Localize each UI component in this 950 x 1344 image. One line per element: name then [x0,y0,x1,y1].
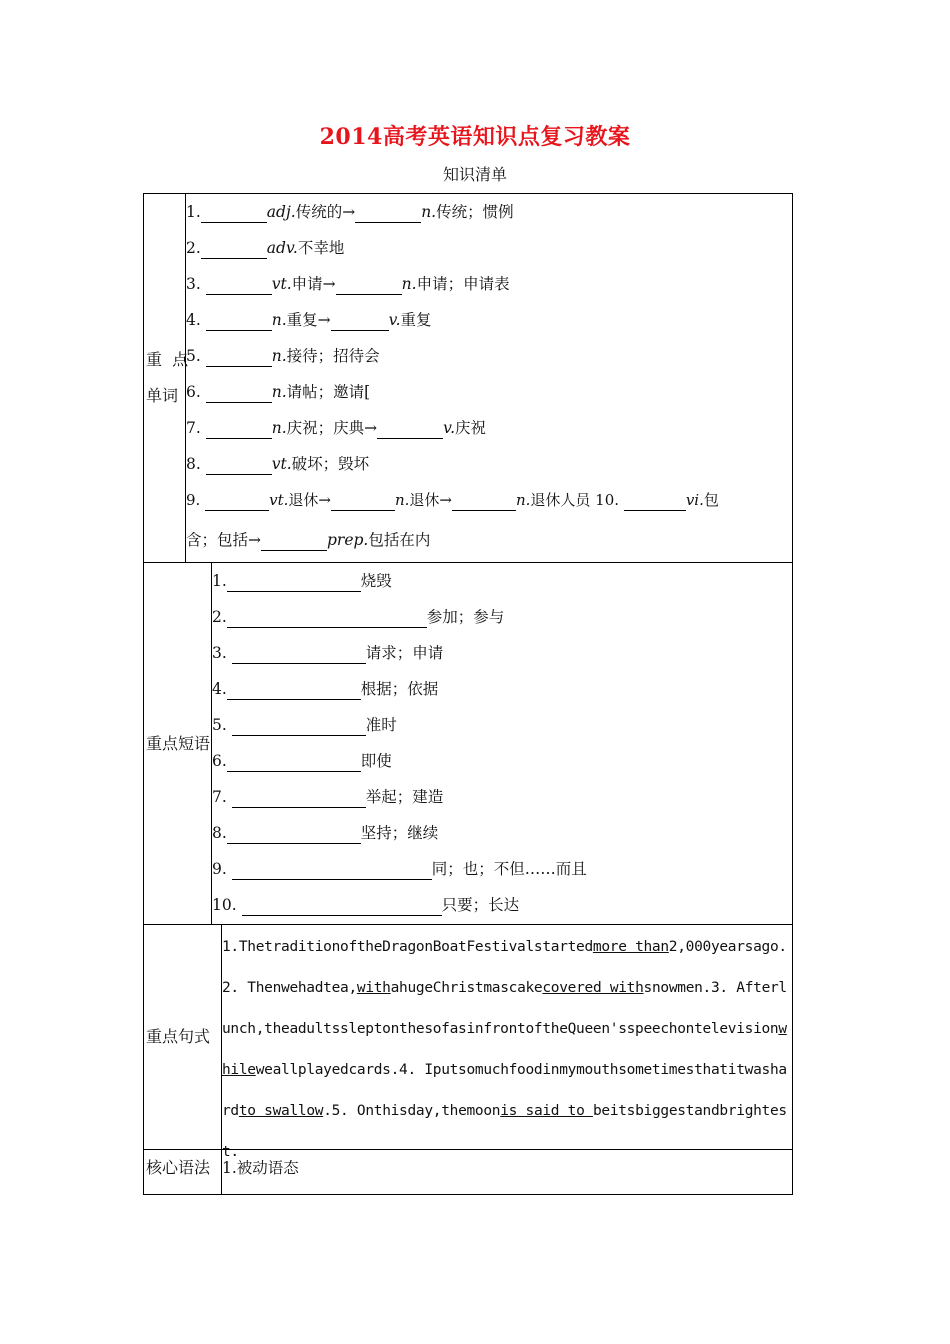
answer-blank [201,202,267,223]
word-item: 1. adj.传统的→ n.传统；惯例 [186,203,514,221]
answer-blank [261,530,327,551]
words-label-line1: 重 点 [146,350,189,369]
word-item: 5. n.接待；招待会 [186,347,380,365]
phrase-item: 2. 参加；参与 [212,608,505,626]
phrase-item: 7. 举起；建造 [212,788,444,806]
word-item: 8. vt.破坏；毁坏 [186,455,370,473]
word-item: 3. vt.申请→ n.申请；申请表 [186,275,510,293]
phrase-item: 8. 坚持；继续 [212,824,439,842]
answer-blank [331,490,395,511]
grammar-label: 核心语法 [144,1150,222,1194]
words-label [144,194,189,562]
word-item: 4. n.重复→ v.重复 [186,311,432,329]
answer-blank [331,310,389,331]
word-item: 6. n.请帖；邀请[ [186,383,371,401]
phrases-row [144,562,792,924]
answer-blank [227,571,361,592]
sentences-row [144,924,792,1160]
phrase-item: 9. 同；也；不但……而且 [212,860,587,878]
phrase-item: 10. 只要；长达 [212,896,520,914]
answer-blank [206,454,272,475]
sentences-label: 重点句式 [144,925,222,1149]
words-label-line2: 单词 [146,386,179,405]
answer-blank [206,346,272,367]
answer-blank [206,310,272,331]
words-row [144,194,792,562]
sentences-content: 1.ThetraditionoftheDragonBoatFestivalstartedmore than2,000yearsago.2. Thenwehadtea,withahugeChristmascakecovered withsnowmen.3. Afterlunch,theadultssleptonthesofasinfrontoftheQueen'sspeechontelevisionwhileweallplayedcards.4. Iputsomuchfoodinmymouthsometimesthatitwashardto swallow.5. Onthisday,themoonis said to beitsbiggestandbrightest. [222,939,787,1160]
answer-blank [452,490,516,511]
knowledge-table [143,193,793,1195]
phrases-content [212,563,792,924]
document-subtitle: 知识清单 [442,165,507,184]
answer-blank [377,418,443,439]
grammar-item: 1.被动语态 [222,1159,299,1177]
word-item: 9. vt.退休→ n.退休→ n.退休人员 10. vi.包 [186,491,719,509]
document-title: 2014高考英语知识点复习教案 [319,124,631,150]
phrase-item: 4. 根据；依据 [212,680,439,698]
answer-blank [232,787,366,808]
grammar-row [144,1149,792,1194]
answer-blank [624,490,686,511]
answer-blank [227,607,427,628]
answer-blank [205,490,269,511]
answer-blank [206,382,272,403]
phrases-label: 重点短语 [144,563,212,924]
answer-blank [242,895,442,916]
word-item: 2. adv.不幸地 [186,239,345,257]
phrase-item: 6. 即使 [212,752,392,770]
answer-blank [206,418,272,439]
phrase-item: 1. 烧毁 [212,572,392,590]
word-item-continued: 含；包括→ prep.包括在内 [186,531,431,549]
phrase-item: 3. 请求；申请 [212,644,444,662]
answer-blank [232,715,366,736]
answer-blank [227,751,361,772]
answer-blank [336,274,402,295]
answer-blank [232,859,432,880]
phrase-item: 5. 准时 [212,716,397,734]
answer-blank [227,823,361,844]
grammar-content [222,1150,792,1194]
answer-blank [227,679,361,700]
answer-blank [232,643,366,664]
answer-blank [206,274,272,295]
word-item: 7. n.庆祝；庆典→ v.庆祝 [186,419,487,437]
answer-blank [201,238,267,259]
words-content [186,194,792,562]
answer-blank [355,202,421,223]
